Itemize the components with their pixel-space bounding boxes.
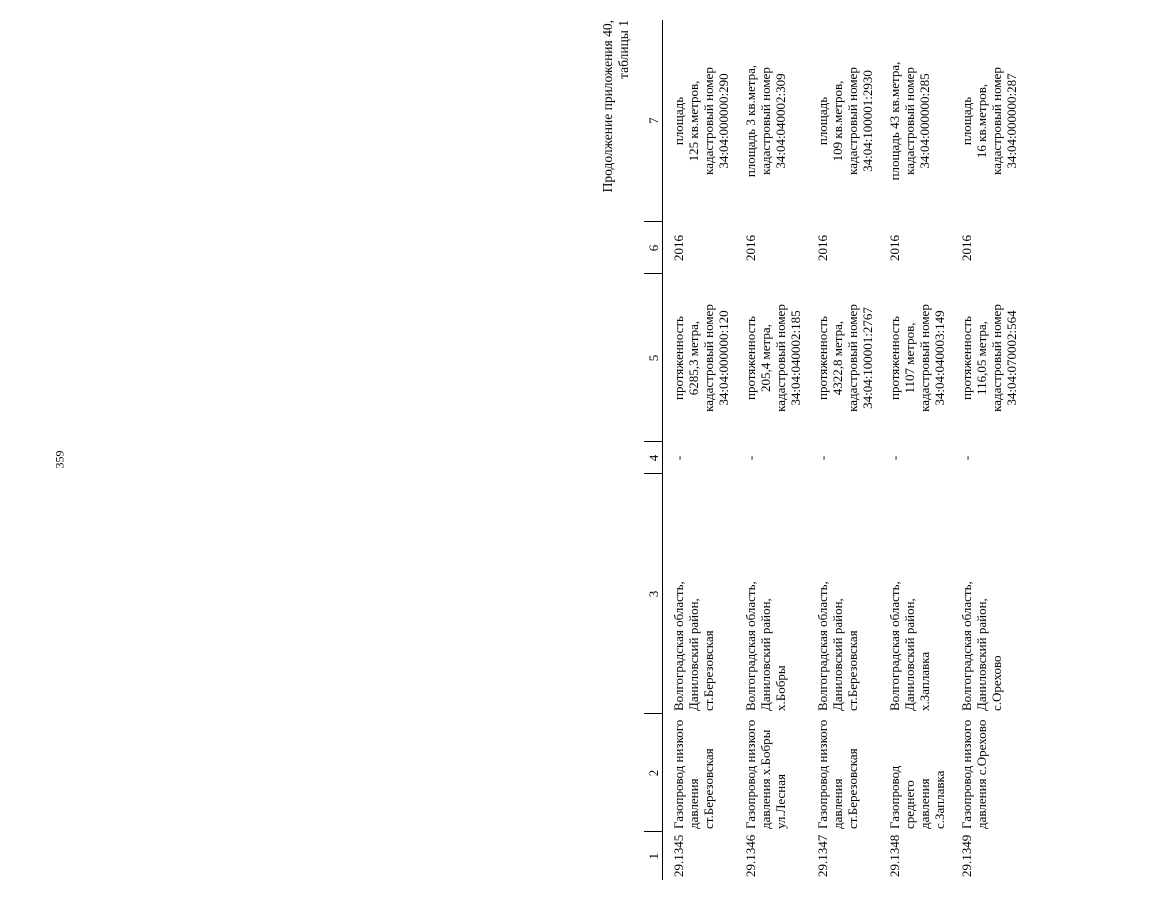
continuation-line-2: таблицы 1 xyxy=(616,20,631,79)
object-year: 2016 xyxy=(815,235,830,261)
address-line: Даниловский район, xyxy=(902,598,917,711)
length-line: протяженность xyxy=(815,316,830,400)
header-cell-2: 2 xyxy=(644,714,663,832)
area-line: кадастровый номер xyxy=(902,67,917,175)
object-year: 2016 xyxy=(671,235,686,261)
area-line: 125 кв.метров, xyxy=(686,80,701,162)
address-line: Даниловский район, xyxy=(758,598,773,711)
object-name-line: Газопровод низкого xyxy=(671,719,686,829)
column-4-value: - xyxy=(815,455,830,461)
address-line: Волгоградская область, xyxy=(743,581,758,711)
object-length xyxy=(735,274,807,442)
object-name-line: Газопровод низкого xyxy=(815,719,830,829)
row-number: 29.1347 xyxy=(815,834,830,877)
address-line: х.Заплавка xyxy=(917,651,932,711)
length-line: 34:04:040003:149 xyxy=(932,310,947,406)
address-line: ст.Березовская xyxy=(701,630,716,711)
object-name-line: Газопровод низкого xyxy=(959,719,974,829)
object-area xyxy=(663,20,736,222)
length-line: 34:04:000000:120 xyxy=(716,310,731,406)
table-row xyxy=(663,20,736,880)
length-line: 1107 метров, xyxy=(902,322,917,394)
area-line: 34:04:000000:290 xyxy=(716,73,731,169)
object-name xyxy=(951,714,1023,832)
area-line: кадастровый номер xyxy=(989,67,1004,175)
column-4-value: - xyxy=(743,455,758,461)
column-4-value: - xyxy=(959,455,974,461)
address-line: ст.Березовская xyxy=(845,630,860,711)
area-line: 34:04:040002:309 xyxy=(773,73,788,169)
header-cell-1: 1 xyxy=(644,832,663,880)
object-name-line: давления xyxy=(686,778,701,829)
area-line: кадастровый номер xyxy=(845,67,860,175)
length-line: протяженность xyxy=(743,316,758,400)
rotated-page-content xyxy=(600,20,1160,880)
continuation-line-1: Продолжение приложения 40, xyxy=(600,20,615,193)
column-4-value: - xyxy=(887,455,902,461)
row-number: 29.1346 xyxy=(743,834,758,877)
object-name-line: ул.Лесная xyxy=(773,774,788,829)
header-cell-7: 7 xyxy=(644,20,663,222)
length-line: протяженность xyxy=(671,316,686,400)
object-length xyxy=(951,274,1023,442)
object-name-line: ст.Березовская xyxy=(701,748,716,829)
area-line: 109 кв.метров, xyxy=(830,80,845,162)
header-cell-6: 6 xyxy=(644,222,663,274)
length-line: 34:04:070002:564 xyxy=(1004,310,1019,406)
object-length xyxy=(879,274,951,442)
object-area xyxy=(951,20,1023,222)
length-line: кадастровый номер xyxy=(989,304,1004,412)
continuation-heading xyxy=(600,20,632,280)
area-line: площадь 43 кв.метра, xyxy=(887,61,902,181)
area-line: площадь 3 кв.метра, xyxy=(743,64,758,178)
area-line: площадь xyxy=(959,96,974,146)
object-name-line: давления xyxy=(830,778,845,829)
table-row xyxy=(879,20,951,880)
row-number: 29.1349 xyxy=(959,834,974,877)
page-number: 359 xyxy=(52,450,67,469)
area-line: площадь xyxy=(815,96,830,146)
table-row xyxy=(807,20,879,880)
object-name xyxy=(879,714,951,832)
object-name-line: Газопровод среднего xyxy=(887,765,917,829)
address-line: Даниловский район, xyxy=(830,598,845,711)
object-address xyxy=(663,474,736,714)
table-row xyxy=(735,20,807,880)
address-line: Даниловский район, xyxy=(686,598,701,711)
object-name-line: давления с.Заплавка xyxy=(917,770,947,829)
length-line: кадастровый номер xyxy=(701,304,716,412)
address-line: с.Орехово xyxy=(989,655,1004,711)
address-line: Волгоградская область, xyxy=(959,581,974,711)
row-number: 29.1345 xyxy=(671,834,686,877)
object-name xyxy=(807,714,879,832)
address-line: х.Бобры xyxy=(773,665,788,711)
area-line: кадастровый номер xyxy=(758,67,773,175)
length-line: 4322,8 метра, xyxy=(830,320,845,396)
object-name-line: давления х.Бобры xyxy=(758,729,773,829)
area-line: кадастровый номер xyxy=(701,67,716,175)
object-area xyxy=(807,20,879,222)
object-name-line: Газопровод низкого xyxy=(743,719,758,829)
length-line: 205,4 метра, xyxy=(758,324,773,392)
object-address xyxy=(735,474,807,714)
header-cell-5: 5 xyxy=(644,274,663,442)
objects-table xyxy=(644,20,1023,880)
area-line: 34:04:100001:2930 xyxy=(860,70,875,172)
object-area xyxy=(735,20,807,222)
object-area xyxy=(879,20,951,222)
address-line: Даниловский район, xyxy=(974,598,989,711)
area-line: 34:04:000000:285 xyxy=(917,73,932,169)
address-line: Волгоградская область, xyxy=(887,581,902,711)
length-line: 6285,3 метра, xyxy=(686,320,701,396)
area-line: 16 кв.метров, xyxy=(974,83,989,159)
table-row xyxy=(951,20,1023,880)
length-line: кадастровый номер xyxy=(773,304,788,412)
area-line: 34:04:000000:287 xyxy=(1004,73,1019,169)
object-year: 2016 xyxy=(743,235,758,261)
address-line: Волгоградская область, xyxy=(815,581,830,711)
object-length xyxy=(663,274,736,442)
object-name xyxy=(735,714,807,832)
header-cell-4: 4 xyxy=(644,442,663,474)
header-row xyxy=(644,20,663,880)
object-year: 2016 xyxy=(887,235,902,261)
length-line: кадастровый номер xyxy=(845,304,860,412)
area-line: площадь xyxy=(671,96,686,146)
column-4-value: - xyxy=(671,455,686,461)
object-name xyxy=(663,714,736,832)
length-line: кадастровый номер xyxy=(917,304,932,412)
object-name-line: давления с.Орехово xyxy=(974,719,989,829)
object-address xyxy=(951,474,1023,714)
object-length xyxy=(807,274,879,442)
object-address xyxy=(879,474,951,714)
row-number: 29.1348 xyxy=(887,834,902,877)
length-line: протяженность xyxy=(887,316,902,400)
length-line: 34:04:040002:185 xyxy=(788,310,803,406)
object-name-line: ст.Березовская xyxy=(845,748,860,829)
header-cell-3: 3 xyxy=(644,474,663,714)
address-line: Волгоградская область, xyxy=(671,581,686,711)
length-line: 34:04:100001:2767 xyxy=(860,307,875,409)
object-year: 2016 xyxy=(959,235,974,261)
length-line: 116,05 метра, xyxy=(974,321,989,395)
length-line: протяженность xyxy=(959,316,974,400)
object-address xyxy=(807,474,879,714)
